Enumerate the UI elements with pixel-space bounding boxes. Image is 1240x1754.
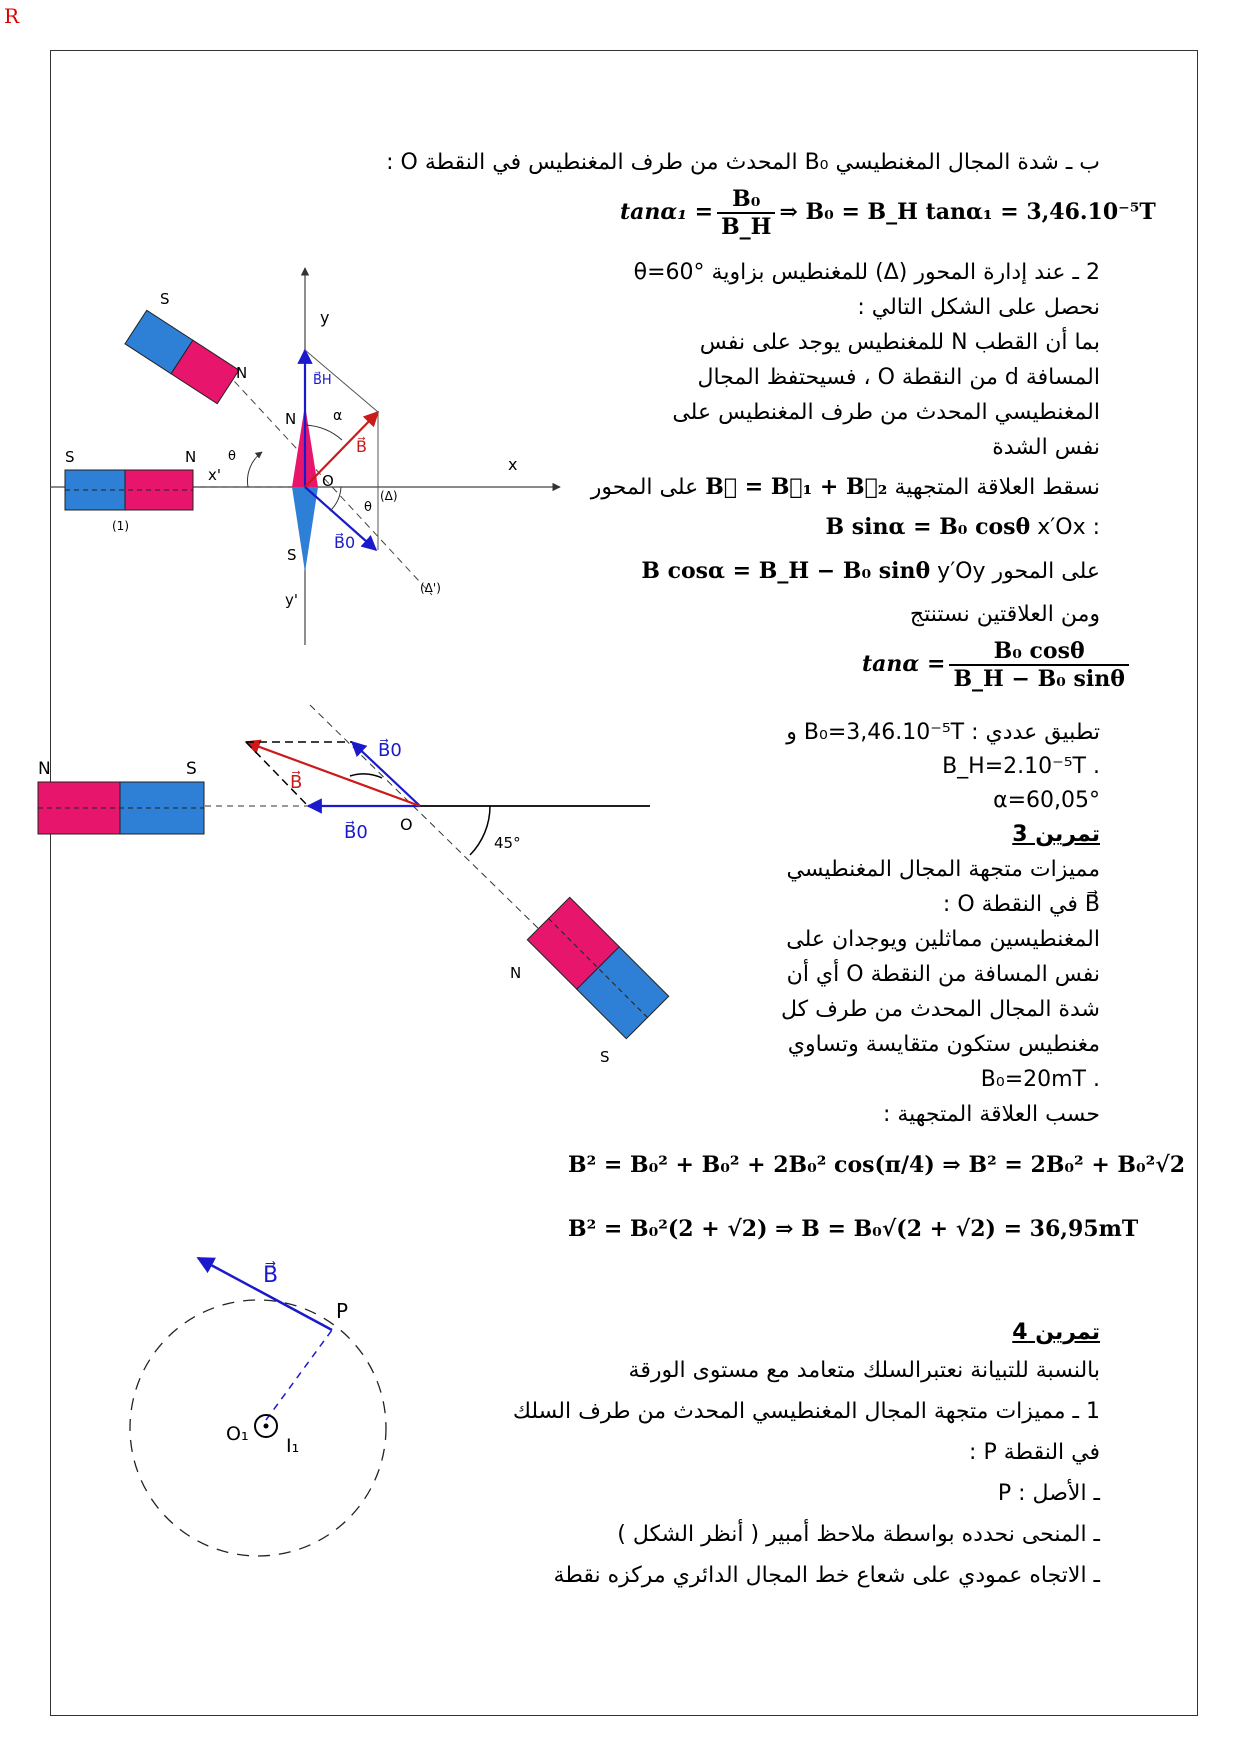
fig3-label-i1: I₁ [286, 1435, 300, 1457]
fig2-label-b0-top: B⃗0 [378, 740, 402, 761]
p2-line4: المسافة d من النقطة O ، فسيحتفظ المجال [697, 365, 1100, 390]
p2-line2: نحصل على الشكل التالي : [857, 295, 1100, 320]
label-delta-prime: (Δ') [420, 581, 441, 595]
ex4-line4: ـ الأصل : P [997, 1481, 1100, 1506]
num-line1: تطبيق عددي : B₀=3,46.10⁻⁵T و [786, 720, 1100, 745]
wire-current-dot [264, 1424, 269, 1429]
corner-mark: R [4, 4, 20, 28]
figure-2 [38, 705, 669, 1066]
eq-projection-x: B sinα = B₀ cosθ [825, 514, 1031, 540]
magnet-2-rotated [125, 310, 239, 403]
fig3-label-b: B⃗ [263, 1263, 279, 1288]
eq1-left: tanα₁ = [620, 199, 714, 225]
label-n1: N [185, 448, 197, 466]
ex3-line8: حسب العلاقة المتجهية : [882, 1102, 1100, 1127]
label-s2: S [160, 290, 170, 308]
label-b0: B⃗0 [334, 533, 356, 552]
eq-tan-num: B₀ cosθ [949, 638, 1128, 666]
b-title: ب ـ شدة المجال المغنطيسي B₀ المحدث من طرف المغنطيس في النقطة O : [386, 150, 1100, 175]
eq-tan-den: B_H − B₀ sinθ [953, 666, 1125, 692]
eq1-num: B₀ [717, 186, 775, 214]
label-o: O [322, 472, 334, 490]
ex4-line2: 1 ـ مميزات متجهة المجال المغنطيسي المحدث من طرف السلك [512, 1399, 1100, 1424]
label-theta-right: θ [364, 500, 372, 515]
label-delta: (Δ) [380, 489, 398, 503]
exercise4-title: تمرين 4 [1012, 1320, 1100, 1345]
ex4-line1: بالنسبة للتبيانة نعتبرالسلك متعامد مع مستوى الورقة [628, 1358, 1100, 1383]
label-theta-left: θ [228, 449, 236, 464]
label-one: (1) [112, 519, 129, 533]
fig2-diagonal [310, 705, 545, 935]
fig2-label-b: B⃗ [290, 772, 303, 793]
label-alpha: α [333, 408, 343, 424]
p2-line10: ومن العلاقتين نستنتج [909, 602, 1100, 627]
num-line3: α=60,05° [993, 788, 1100, 813]
ex3-line1: مميزات متجهة المجال المغنطيسي [786, 857, 1100, 882]
eq1-den: B_H [721, 214, 772, 240]
radius-dashed [266, 1330, 332, 1420]
fig2-label-b0-bottom: B⃗0 [344, 822, 368, 843]
theta-arc-left [247, 452, 262, 487]
exercise3-title: تمرين 3 [1012, 822, 1100, 847]
ex3-line5: شدة المجال المحدث من طرف كل [780, 997, 1100, 1022]
label-n2: N [236, 364, 248, 382]
fig2-magnet-right [527, 897, 668, 1038]
label-compass-s: S [287, 546, 297, 564]
figure-1 [50, 268, 560, 645]
p2-line7b-text: على المحور [590, 475, 699, 500]
fig2-label-s-right: S [600, 1048, 610, 1066]
equation-ex3-b: B² = B₀²(2 + √2) ⇒ B = B₀√(2 + √2) = 36,95mT [568, 1216, 1139, 1242]
p2-line3: بما أن القطب N للمغنطيس يوجد على نفس [699, 330, 1100, 355]
num-line2: . B_H=2.10⁻⁵T [942, 754, 1100, 779]
figure-3 [130, 1258, 386, 1556]
label-b: B⃗ [356, 437, 367, 456]
fig2-label-o: O [400, 815, 413, 834]
label-compass-n: N [285, 410, 297, 428]
ex3-line7: . B₀=20mT [980, 1067, 1100, 1092]
label-bh: B⃗H [313, 373, 332, 388]
ex4-line6: ـ الاتجاه عمودي على شعاع خط المجال الدائري مركزه نقطة [553, 1563, 1100, 1588]
fig3-label-o1: O₁ [226, 1423, 249, 1445]
eq-projection-y: B cosα = B_H − B₀ sinθ [641, 558, 931, 584]
p2-line6: نفس الشدة [992, 435, 1100, 460]
label-s1: S [65, 448, 75, 466]
fig2-angle-arc-45 [470, 806, 490, 855]
p2-line7-text: نسقط العلاقة المتجهية [894, 475, 1100, 500]
label-y: y [320, 308, 330, 327]
fig2-label-n-right: N [510, 964, 522, 982]
ex4-line3: في النقطة P : [969, 1440, 1100, 1465]
ex3-line6: مغنطيس ستكون متقايسة وتساوي [787, 1032, 1100, 1057]
equation-ex3-a: B² = B₀² + B₀² + 2B₀² cos(π/4) ⇒ B² = 2B₀² + B₀²√2 [568, 1152, 1186, 1178]
fig2-label-n-left: N [38, 759, 51, 779]
label-y-prime: y' [285, 591, 299, 609]
p2-line9-text: على المحور y′Oy [937, 559, 1100, 584]
field-line-circle [130, 1300, 386, 1556]
p2-line5: المغنطيسي المحدث من طرف المغنطيس على [672, 400, 1100, 425]
fig2-angle-arc-top [350, 774, 382, 778]
ex4-line5: ـ المنحى نحدده بواسطة ملاحظ أمبير ( أنظر الشكل ) [617, 1522, 1100, 1547]
ex3-line4: نفس المسافة من النقطة O أي أن [786, 962, 1100, 987]
fig2-label-45: 45° [494, 834, 521, 852]
ex3-line3: المغنطيسين مماثلين ويوجدان على [786, 927, 1100, 952]
fig2-label-s-left: S [186, 759, 197, 779]
eq1-right: ⇒ B₀ = B_H tanα₁ = 3,46.10⁻⁵T [779, 199, 1156, 225]
p2-line1: 2 ـ عند إدارة المحور (Δ) للمغنطيس بزاوية θ=60° [633, 260, 1100, 285]
alpha-arc [305, 425, 342, 440]
p2-line8-text: : x′Ox [1037, 515, 1100, 540]
label-x-prime: x' [208, 466, 222, 484]
delta-prime-axis [210, 355, 432, 595]
eq-tan-left: tanα = [862, 651, 946, 677]
eq-vector-sum: B⃗ = B⃗₁ + B⃗₂ [705, 474, 888, 500]
fig3-label-p: P [336, 1299, 349, 1323]
ex3-line2: B⃗ في النقطة O : [942, 892, 1100, 917]
label-x: x [508, 455, 518, 474]
